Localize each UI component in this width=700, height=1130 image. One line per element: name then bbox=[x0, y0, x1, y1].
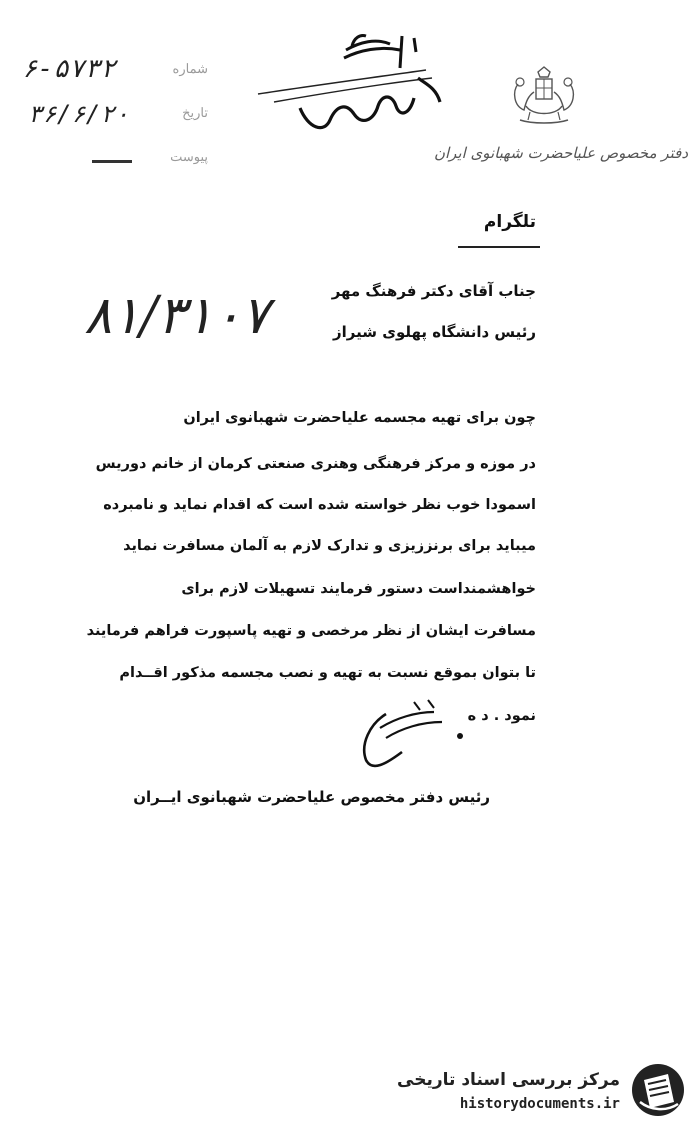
recipient-line: جناب آقای دکتر فرهنگ مهر bbox=[331, 282, 536, 300]
body-line: نمود . د ه bbox=[467, 708, 536, 724]
body-line: اسمودا خوب نظر خواسته شده است که اقدام نماید و نامبرده bbox=[103, 497, 536, 513]
imperial-crest-icon bbox=[508, 66, 580, 128]
body-line: در موزه و مرکز فرهنگی وهنری صنعتی کرمان از خانم دوریس bbox=[95, 456, 536, 472]
telegram-title: تلگرام bbox=[483, 212, 536, 232]
title-underline bbox=[458, 246, 540, 248]
archive-logo-icon bbox=[630, 1062, 686, 1118]
body-line: میباید برای برنززیزی و تدارک لازم به آلمان مسافرت نماید bbox=[123, 538, 536, 554]
body-line: تا بتوان بموقع نسبت به تهیه و نصب مجسمه مذکور اقــدام bbox=[119, 665, 536, 681]
date-value: ۳۶/۶/۲۰ bbox=[28, 100, 130, 128]
handwritten-note-number: ۸۱/۳۱۰۷ bbox=[84, 286, 270, 346]
number-label: شماره bbox=[172, 62, 208, 77]
attachment-label: پیوست bbox=[170, 150, 208, 165]
recipient-line: رئیس دانشگاه پهلوی شیراز bbox=[333, 323, 536, 341]
signer-title: رئیس دفتر مخصوص علیاحضرت شهبانوی ایــران bbox=[133, 788, 490, 806]
body-line: مسافرت ایشان از نظر مرخصی و تهیه پاسپورت فراهم فرمایند bbox=[86, 623, 536, 639]
number-value: ۶-۵۷۳۲ bbox=[22, 54, 116, 84]
date-label: تاریخ bbox=[182, 106, 208, 121]
watermark-title: مرکز بررسی اسناد تاریخی bbox=[397, 1070, 620, 1090]
handwritten-annotation-icon bbox=[250, 28, 450, 138]
body-line: چون برای تهیه مجسمه علیاحضرت شهبانوی ایران bbox=[183, 410, 536, 426]
attachment-dash bbox=[92, 160, 132, 163]
office-name: دفتر مخصوص علیاحضرت شهبانوی ایران bbox=[433, 144, 689, 162]
handwritten-signature-icon bbox=[356, 694, 476, 774]
body-line: خواهشمنداست دستور فرمایند تسهیلات لازم برای bbox=[181, 581, 536, 597]
watermark-url: historydocuments.ir bbox=[459, 1096, 620, 1112]
